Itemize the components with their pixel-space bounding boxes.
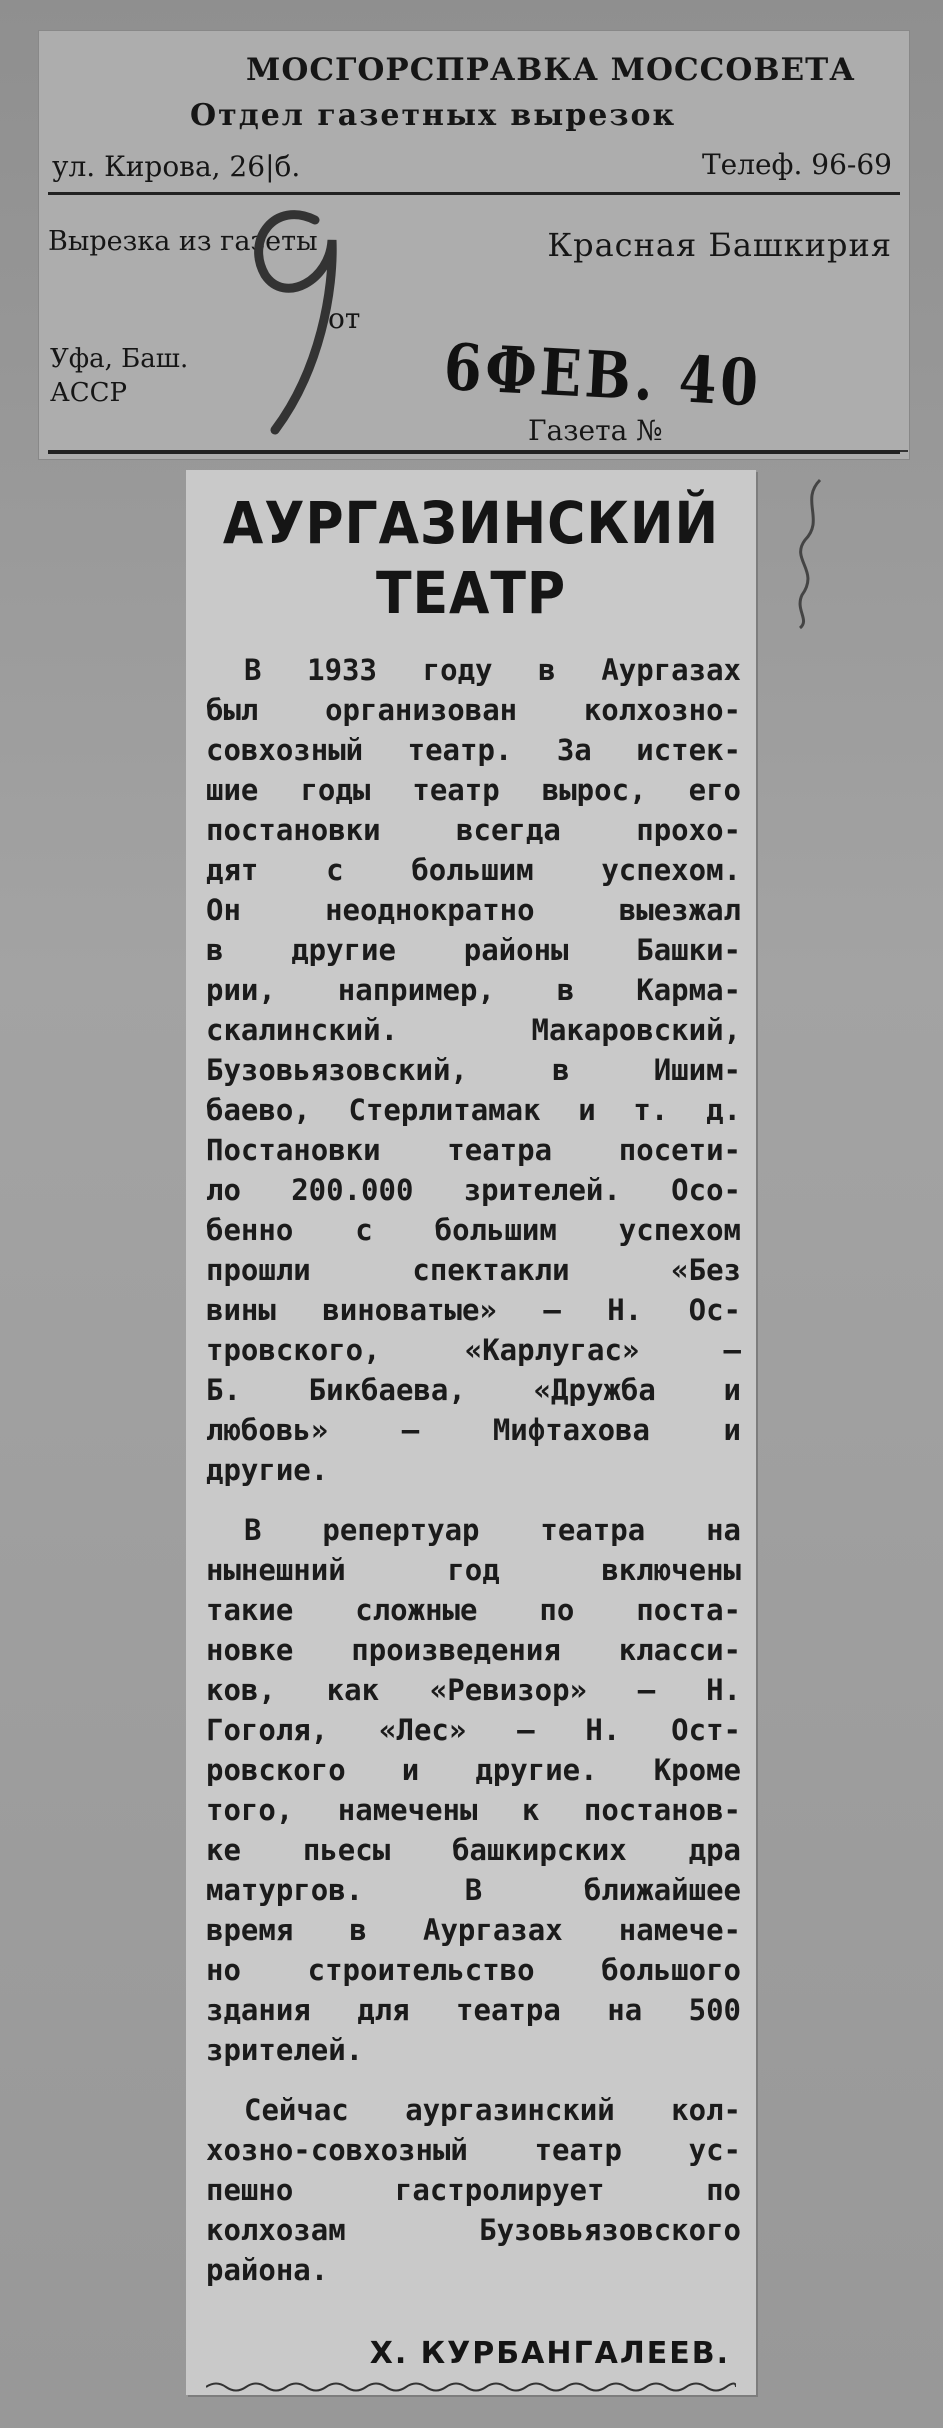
newspaper-name: Красная Башкирия	[547, 226, 892, 264]
date-from-label: от	[328, 302, 361, 335]
text-line: прошли спектакли «Без	[206, 1253, 741, 1287]
text-line: района.	[206, 2253, 329, 2287]
text-line: пешно гастролирует по	[206, 2173, 741, 2207]
text-line: нынешний год включены	[206, 1553, 741, 1587]
text-line: В 1933 году в Аургазах	[244, 653, 741, 687]
text-line: шие годы театр вырос, его	[206, 773, 741, 807]
address: ул. Кирова, 26|б.	[52, 150, 301, 183]
text-line: матургов. В ближайшее	[206, 1873, 741, 1907]
text-line: любовь» — Мифтахова и	[206, 1413, 741, 1447]
text-line: зрителей.	[206, 2033, 364, 2067]
text-line: ровского и другие. Кроме	[206, 1753, 741, 1787]
text-line: рии, например, в Карма-	[206, 973, 741, 1007]
department-name: Отдел газетных вырезок	[190, 98, 677, 133]
text-line: постановки всегда прохо-	[206, 813, 741, 847]
text-line: дят с большим успехом.	[206, 853, 741, 887]
text-line: скалинский. Макаровский,	[206, 1013, 741, 1047]
text-line: другие.	[206, 1453, 329, 1487]
article-paragraph-1	[206, 650, 741, 1490]
text-line: В репертуар театра на	[244, 1513, 741, 1547]
text-line: тровского, «Карлугас» —	[206, 1333, 741, 1367]
text-line: баево, Стерлитамак и т. д.	[206, 1093, 741, 1127]
article-paragraph-2	[206, 1510, 741, 2070]
text-line: совхозный театр. За истек-	[206, 733, 741, 767]
article-paragraph-3	[206, 2090, 741, 2290]
text-line: здания для театра на 500	[206, 1993, 741, 2027]
header-rule-top	[48, 192, 900, 195]
text-line: Б. Бикбаева, «Дружба и	[206, 1373, 741, 1407]
text-line: ло 200.000 зрителей. Осо-	[206, 1173, 741, 1207]
article-title	[215, 488, 728, 628]
phone-number: Телеф. 96-69	[701, 148, 892, 181]
text-line: хозно-совхозный театр ус-	[206, 2133, 741, 2167]
text-line: вины виноватые» — Н. Ос-	[206, 1293, 741, 1327]
city: Уфа, Баш. АССР	[50, 344, 189, 408]
text-line: колхозам Бузовьязовского	[206, 2213, 741, 2247]
article-author: Х. КУРБАНГАЛЕЕВ.	[369, 2336, 730, 2371]
text-line: Он неоднократно выезжал	[206, 893, 741, 927]
clipping-header-slip	[38, 30, 910, 460]
text-line: новке произведения класси-	[206, 1633, 741, 1667]
text-line: Бузовьязовский, в Ишим-	[206, 1053, 741, 1087]
text-line: был организован колхозно-	[206, 693, 741, 727]
article-title-line-2: ТЕАТР	[375, 559, 567, 627]
text-line: Сейчас аургазинский кол-	[244, 2093, 741, 2127]
date-stamp: 6ФЕВ. 40	[442, 330, 764, 422]
text-line: ков, как «Ревизор» — Н.	[206, 1673, 741, 1707]
wavy-end-rule	[206, 2380, 736, 2394]
text-line: Постановки театра посети-	[206, 1133, 741, 1167]
text-line: бенно с большим успехом	[206, 1213, 741, 1247]
newspaper-clipping	[186, 470, 756, 2395]
header-rule-bottom	[48, 450, 900, 454]
article-body	[206, 650, 741, 2310]
margin-handwriting-scrawl	[780, 470, 840, 630]
article-title-line-1: АУРГАЗИНСКИЙ	[222, 489, 720, 557]
text-line: время в Аургазах намече-	[206, 1913, 741, 1947]
text-line: Гоголя, «Лес» — Н. Ост-	[206, 1713, 741, 1747]
organization-name: МОСГОРСПРАВКА МОССОВЕТА	[246, 52, 856, 88]
clipping-label: Вырезка из газеты	[48, 226, 318, 257]
handwritten-number-mark	[220, 180, 370, 450]
text-line: того, намечены к постанов-	[206, 1793, 741, 1827]
text-line: ке пьесы башкирских дра	[206, 1833, 741, 1867]
text-line: такие сложные по поста-	[206, 1593, 741, 1627]
text-line: но строительство большого	[206, 1953, 741, 1987]
text-line: в другие районы Башки-	[206, 933, 741, 967]
issue-number-label: Газета №	[528, 414, 663, 447]
